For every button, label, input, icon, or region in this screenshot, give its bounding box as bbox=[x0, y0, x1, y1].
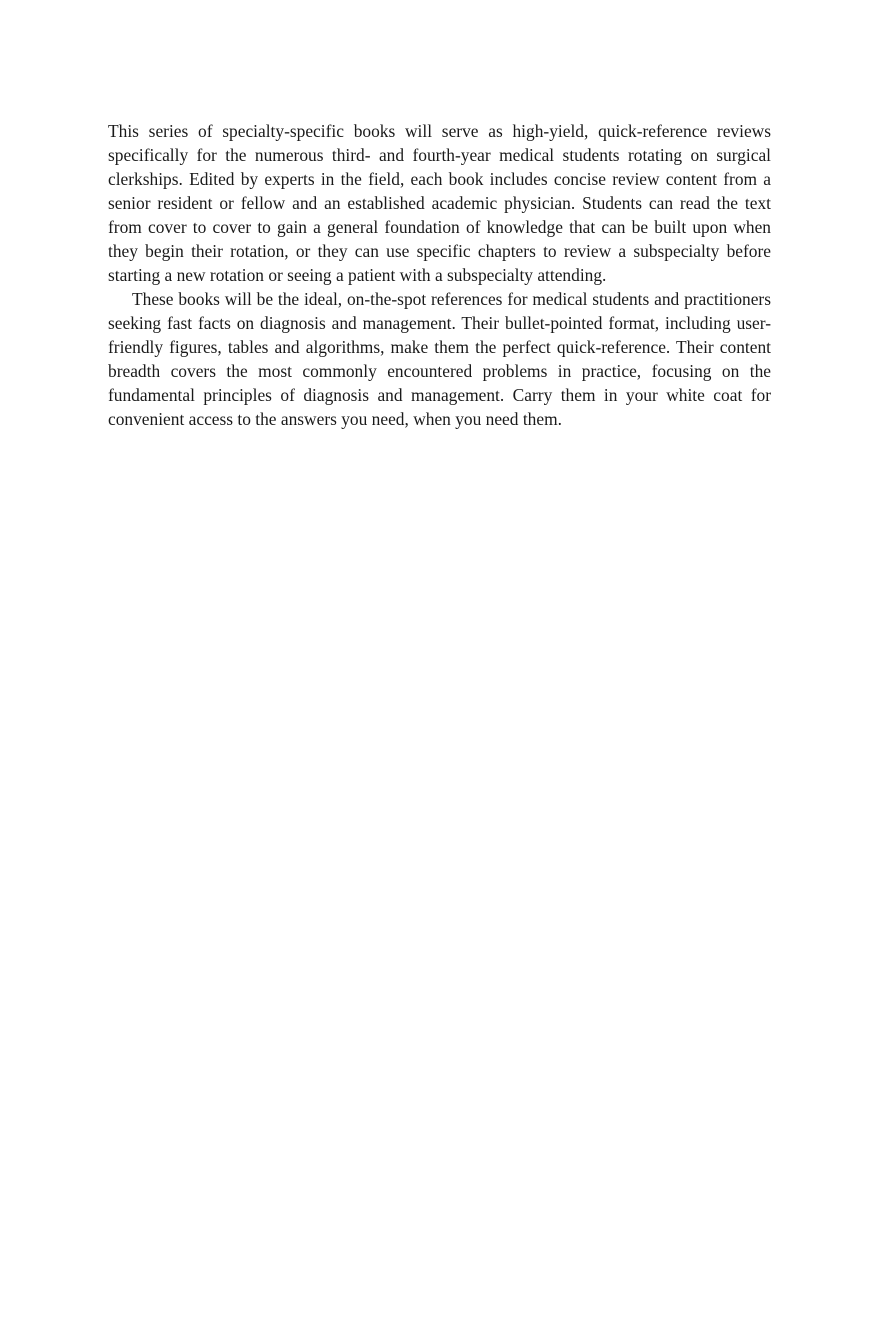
body-text bbox=[108, 119, 771, 431]
paragraph-books-usage: These books will be the ideal, on-the-spot references for medical students and practitioners seeking fast facts on diagnosis and management. Their bullet-pointed format, including user-friendly figures, tables and algorithms, make them the perfect quick-reference. Their content breadth covers the most commonly encountered problems in practice, focusing on the fundamental principles of diagnosis and management. Carry them in your white coat for convenient access to the answers you need, when you need them. bbox=[108, 289, 771, 429]
paragraph-series-description: This series of specialty-specific books will serve as high-yield, quick-reference reviews specifically for the numerous third- and fourth-year medical students rotating on surgical clerkships. Edited by experts in the field, each book includes concise review content from a senior resident or fellow and an established academic physician. Students can read the text from cover to cover to gain a general foundation of knowledge that can be built upon when they begin their rotation, or they can use specific chapters to review a subspecialty before starting a new rotation or seeing a patient with a subspecialty attending. bbox=[108, 121, 771, 285]
